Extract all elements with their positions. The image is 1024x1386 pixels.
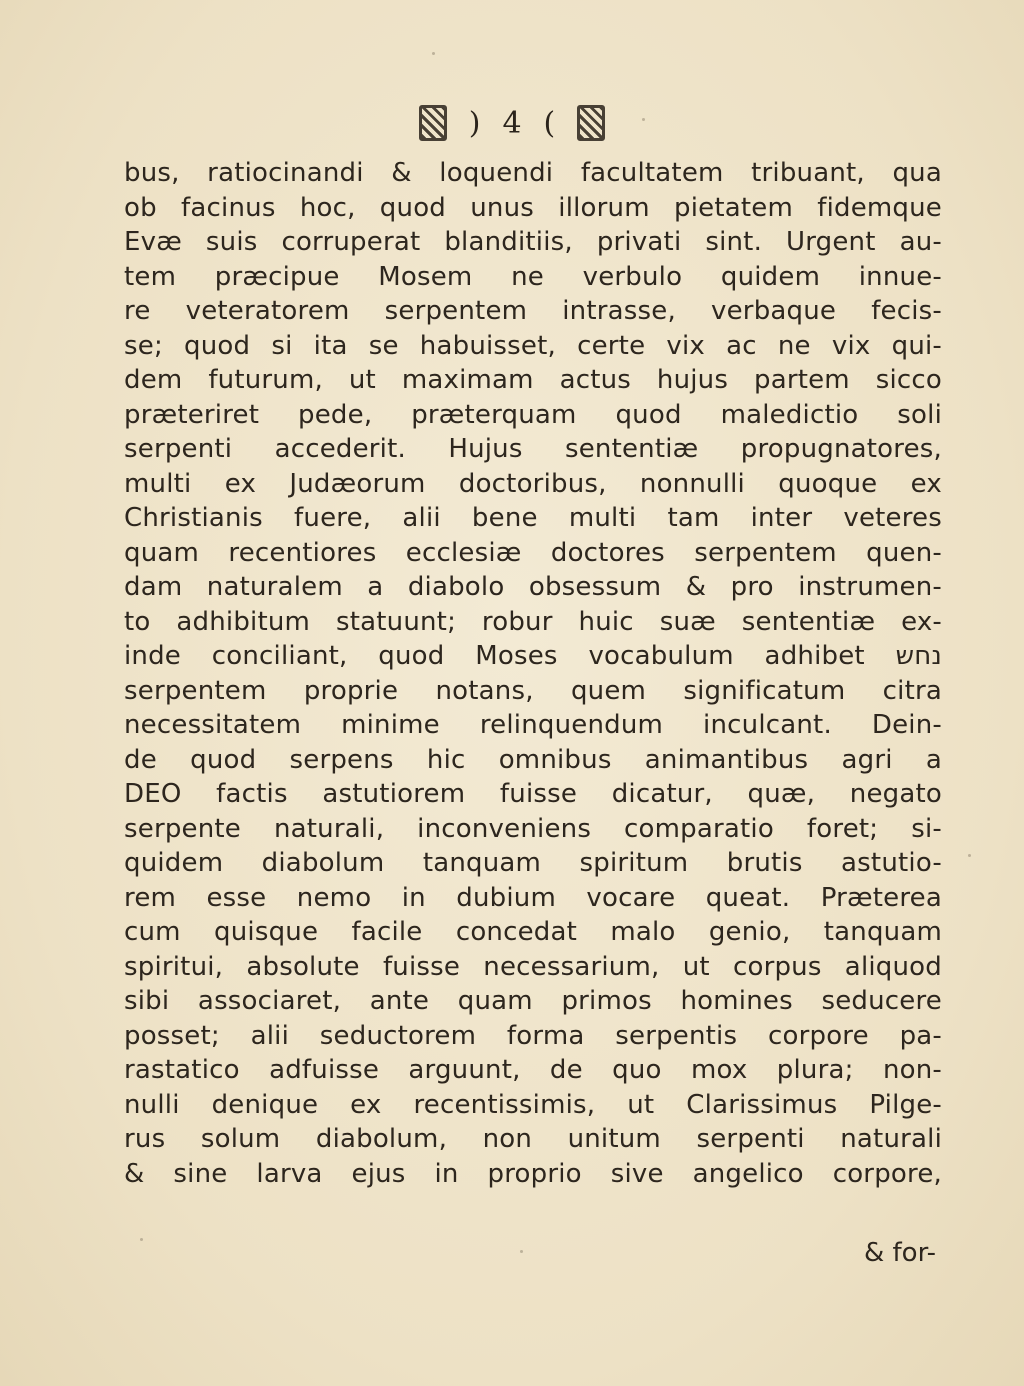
text-line: posset; alii seductorem forma serpentis corpore pa- [124, 1020, 942, 1051]
right-ornament-icon [577, 105, 605, 141]
text-line: rus solum diabolum, non unitum serpenti naturali [124, 1124, 942, 1154]
text-line: necessitatem minime relinquendum inculcant. Dein- [124, 710, 942, 740]
body-text [124, 156, 942, 1191]
text-line: nulli denique ex recentissimis, ut Clarissimus Pilge- [124, 1089, 942, 1120]
page-header [0, 98, 1024, 148]
text-line: quam recentiores ecclesiæ doctores serpentem quen- [124, 537, 942, 568]
text-line: serpenti accederit. Hujus sententiæ propugnatores, [124, 434, 942, 464]
header-left-paren: ) [468, 105, 481, 141]
text-line: serpentem proprie notans, quem significatum citra [124, 675, 942, 706]
text-line: spiritui, absolute fuisse necessarium, ut corpus aliquod [124, 951, 942, 982]
left-ornament-icon [419, 105, 447, 141]
text-line: & sine larva ejus in proprio sive angelico corpore, [124, 1158, 942, 1189]
text-line: Christianis fuere, alii bene multi tam inter veteres [124, 503, 942, 533]
text-line: rem esse nemo in dubium vocare queat. Præterea [124, 882, 942, 913]
text-line: multi ex Judæorum doctoribus, nonnulli quoque ex [124, 468, 942, 499]
text-line: sibi associaret, ante quam primos homines seducere [124, 986, 942, 1016]
text-line: dem futurum, ut maximam actus hujus partem sicco [124, 365, 942, 395]
text-line: ob facinus hoc, quod unus illorum pietatem fidemque [124, 192, 942, 223]
text-line: de quod serpens hic omnibus animantibus agri a [124, 744, 942, 775]
text-line: Evæ suis corruperat blanditiis, privati sint. Urgent au- [124, 227, 942, 257]
text-line: to adhibitum statuunt; robur huic suæ sententiæ ex- [124, 606, 942, 637]
text-line: DEO factis astutiorem fuisse dicatur, quæ, negato [124, 779, 942, 809]
page-number: 4 [502, 105, 522, 141]
text-line: tem præcipue Mosem ne verbulo quidem innue- [124, 261, 942, 292]
text-line: cum quisque facile concedat malo genio, tanquam [124, 917, 942, 947]
text-line: se; quod si ita se habuisset, certe vix ac ne vix qui- [124, 330, 942, 361]
paper-speck [520, 1250, 523, 1253]
paper-speck [432, 52, 435, 55]
header-right-paren: ( [543, 105, 556, 141]
text-line: quidem diabolum tanquam spiritum brutis astutio- [124, 848, 942, 878]
text-line: dam naturalem a diabolo obsessum & pro instrumen- [124, 572, 942, 602]
text-line: re veteratorem serpentem intrasse, verbaque fecis- [124, 296, 942, 326]
text-line: rastatico adfuisse arguunt, de quo mox plura; non- [124, 1055, 942, 1085]
text-line: bus, ratiocinandi & loquendi facultatem tribuant, qua [124, 158, 942, 188]
catchword: & for- [863, 1238, 936, 1268]
text-line: serpente naturali, inconveniens comparatio foret; si- [124, 813, 942, 844]
paper-speck [968, 854, 971, 857]
text-line: inde conciliant, quod Moses vocabulum adhibet נחש [124, 641, 942, 671]
text-line: præteriret pede, præterquam quod maledictio soli [124, 399, 942, 430]
paper-speck [140, 1238, 143, 1241]
paper-speck [642, 118, 645, 121]
